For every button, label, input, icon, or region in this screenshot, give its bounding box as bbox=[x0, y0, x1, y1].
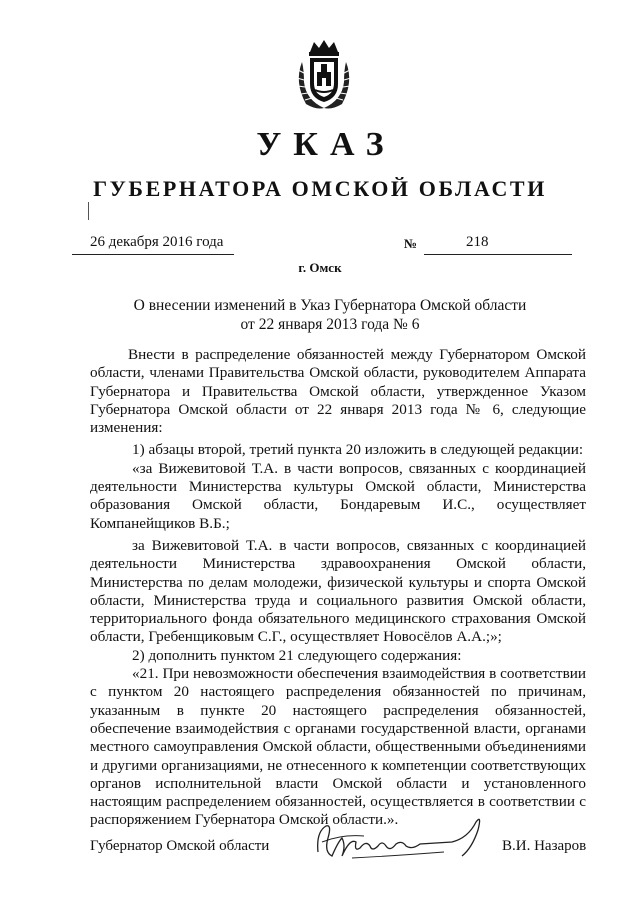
body-intro: Внести в распределение обязанностей между Губернатором Омской области, членами Правительства Омской области, руководителем Аппарата Губернатора и Правительства Омской области, утвержденное Указом Губернатора Омской области от 22 января 2013 года № 6, следующие изменения: bbox=[90, 346, 586, 437]
body-quote-3: «21. При невозможности обеспечения взаимодействия в соответствии с пунктом 20 настоящего распределения обязанностей по причинам, указанным в пункте 20 настоящего распределения обязанностей, обеспечение взаимодействия с органами государственной власти, органами местного самоуправления Омской области, общественными объединениями и другими организациями, не отнесенного к компетенции соответствующих органов исполнительной власти Омской области и установленного настоящим распределением обязанностей, осуществляется в соответствии с распоряжением Губернатора Омской области.». bbox=[90, 665, 586, 829]
body-item-1: 1) абзацы второй, третий пункта 20 изложить в следующей редакции: bbox=[132, 441, 584, 459]
signatory-name: В.И. Назаров bbox=[502, 838, 587, 854]
handwritten-signature bbox=[312, 812, 490, 870]
decree-number-field bbox=[424, 232, 572, 255]
decree-number-label: № bbox=[404, 236, 418, 251]
body-quote-1: «за Вижевитовой Т.А. в части вопросов, связанных с координацией деятельности Министерства культуры Омской области, Министерства образования Омской области, Бондаревым И.С., осуществляет Компанейщиков В.Б.; bbox=[90, 459, 586, 532]
signatory-position: Губернатор Омской области bbox=[90, 838, 270, 854]
decree-body bbox=[90, 346, 586, 830]
body-quote-2: за Вижевитовой Т.А. в части вопросов, связанных с координацией деятельности Министерства здравоохранения Омской области, Министерства по делам молодежи, физической культуры и спорта Омской области, Министерства труда и социального развития Омской области, территориального фонда обязательного медицинского страхования Омской области, Гребенщиковым С.Г., осуществляет Новосёлов А.А.;»; bbox=[90, 536, 586, 646]
decree-city: г. Омск bbox=[298, 260, 342, 275]
decree-date: 26 декабря 2016 года bbox=[90, 234, 224, 250]
decree-subject bbox=[60, 296, 600, 334]
decree-number: 218 bbox=[466, 234, 489, 250]
body-item-2: 2) дополнить пунктом 21 следующего содержания: bbox=[132, 646, 462, 664]
margin-mark bbox=[88, 202, 89, 220]
subject-line-2: от 22 января 2013 года № 6 bbox=[240, 316, 420, 333]
coat-of-arms-icon bbox=[292, 38, 356, 110]
decree-title: УКАЗ bbox=[256, 126, 396, 163]
decree-date-field bbox=[72, 232, 234, 255]
decree-subtitle: ГУБЕРНАТОРА ОМСКОЙ ОБЛАСТИ bbox=[93, 176, 547, 201]
subject-line-1: О внесении изменений в Указ Губернатора Омской области bbox=[133, 297, 527, 314]
